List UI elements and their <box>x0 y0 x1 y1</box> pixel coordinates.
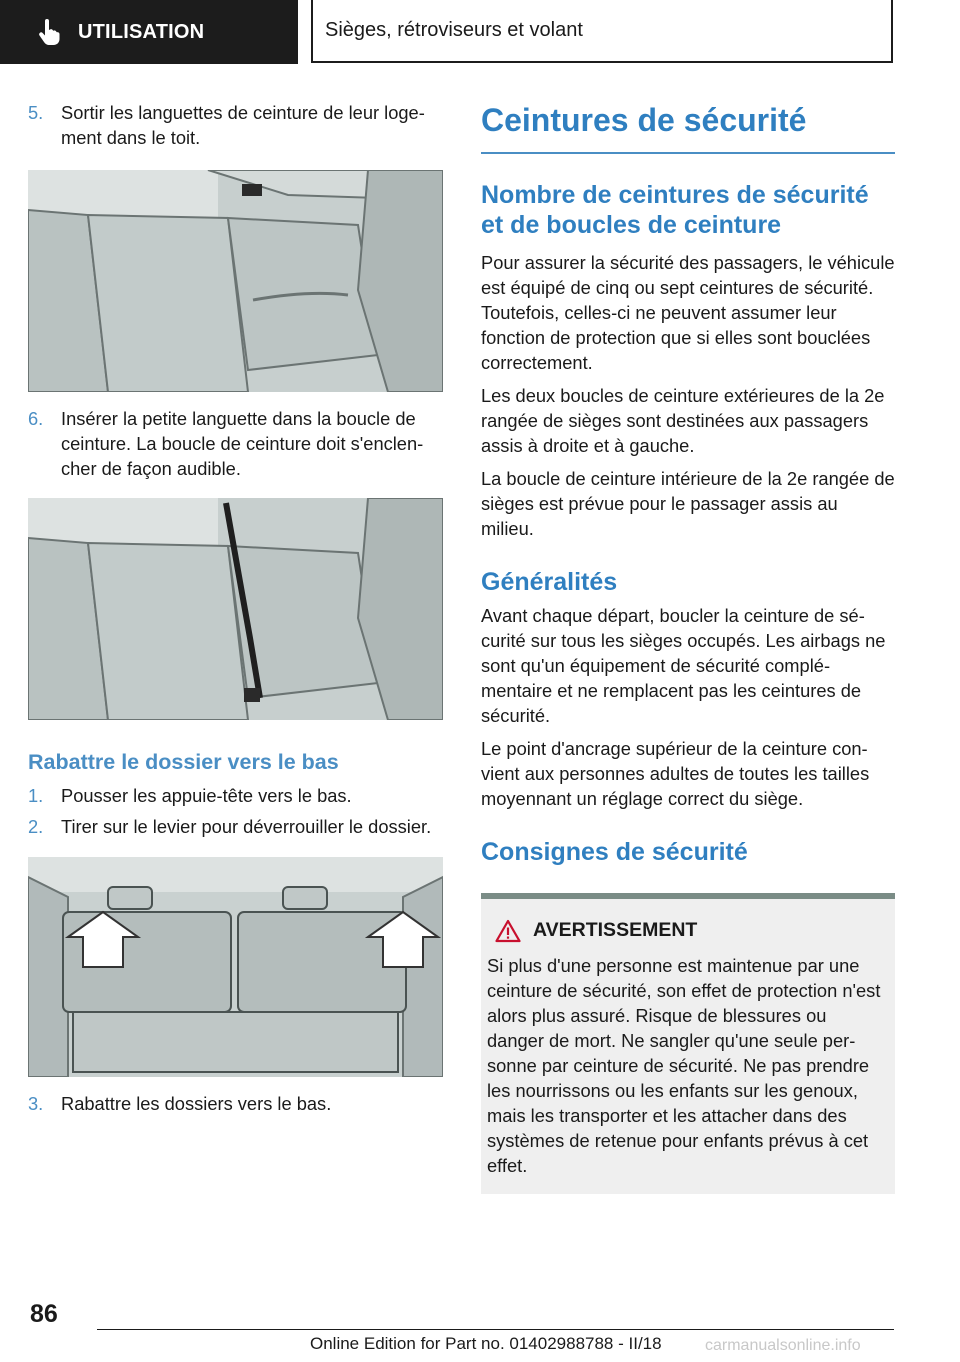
paragraph: Avant chaque départ, boucler la ceinture de sécurité sur tous les sièges occupés. Les airbags ne sont qu'un équipement de sécurité complémentaire et ne remplacent pas les ceintures de sécurité. <box>481 604 886 726</box>
step-number: 3. <box>28 1093 44 1114</box>
paragraph: Les deux boucles de ceinture extérieures de la 2e rangée de sièges sont destinées aux passagers assis à droite et à gauche. <box>481 384 885 456</box>
paragraph: La boucle de ceinture intérieure de la 2e rangée de sièges est prévue pour le passager assis au milieu. <box>481 467 895 539</box>
title-rule <box>481 152 895 154</box>
right-column <box>481 100 895 1194</box>
step-number: 6. <box>28 408 44 429</box>
warning-text: Si plus d'une personne est maintenue par une ceinture de sécurité, son effet de protection n'est alors plus assuré. Risque de blessures ou danger de mort. Ne sangler qu'une seule personne par ceinture de sécurité. Ne pas prendre les nourrissons ou les enfants sur les genoux, mais les transporter et les attacher dans des systèmes de retenue pour enfants prévus à cet effet. <box>487 954 881 1176</box>
page-number: 86 <box>30 1300 58 1328</box>
step-number: 1. <box>28 785 44 806</box>
page-title: Ceintures de sécurité <box>481 102 807 138</box>
step-text: Tirer sur le levier pour déverrouiller le dossier. <box>61 816 432 837</box>
section-heading: Consignes de sécurité <box>481 837 748 866</box>
left-column <box>28 100 444 1116</box>
seat-belt-tongue-photo <box>28 170 443 392</box>
hand-pointer-icon <box>34 17 64 47</box>
step-5 <box>28 100 444 150</box>
step-1 <box>28 783 444 808</box>
paragraph: Le point d'ancrage supérieur de la ceinture convient aux personnes adultes de toutes les tailles moyennant un réglage correct du siège. <box>481 737 870 809</box>
warning-box <box>481 893 895 1194</box>
chapter-title: Sièges, rétroviseurs et volant <box>311 0 893 63</box>
fold-subheading: Rabattre le dossier vers le bas <box>28 750 339 774</box>
warning-triangle-icon <box>495 919 521 943</box>
step-6 <box>28 406 444 481</box>
step-text: Sortir les languettes de ceinture de leur logement dans le toit. <box>61 102 425 148</box>
footer-rule <box>97 1329 894 1330</box>
section-label: UTILISATION <box>78 20 205 43</box>
step-text: Insérer la petite languette dans la boucle de ceinture. La boucle de ceinture doit s'enclencher de façon audible. <box>61 408 424 479</box>
paragraph: Pour assurer la sécurité des passagers, le véhicule est équipé de cinq ou sept ceintures de sécurité. Toutefois, celles-ci ne peuvent assumer leur fonction de protection que si elles sont bouclées correctement. <box>481 251 895 373</box>
section-heading: Nombre de ceintures de sécurité et de boucles de ceinture <box>481 180 869 239</box>
step-number: 5. <box>28 102 44 123</box>
watermark: carmanualsonline.info <box>705 1337 861 1354</box>
step-3 <box>28 1091 444 1116</box>
step-text: Pousser les appuie-tête vers le bas. <box>61 785 352 806</box>
step-number: 2. <box>28 816 44 837</box>
step-2 <box>28 814 444 839</box>
headrest-fold-photo <box>28 857 443 1077</box>
edition-note: Online Edition for Part no. 01402988788 - II/18 <box>310 1334 662 1353</box>
step-text: Rabattre les dossiers vers le bas. <box>61 1093 332 1114</box>
section-tab <box>0 0 298 64</box>
section-heading: Généralités <box>481 567 618 596</box>
buckle-insert-photo <box>28 498 443 720</box>
warning-title: AVERTISSEMENT <box>533 919 698 941</box>
fold-steps <box>28 783 444 839</box>
warning-header <box>487 919 887 943</box>
